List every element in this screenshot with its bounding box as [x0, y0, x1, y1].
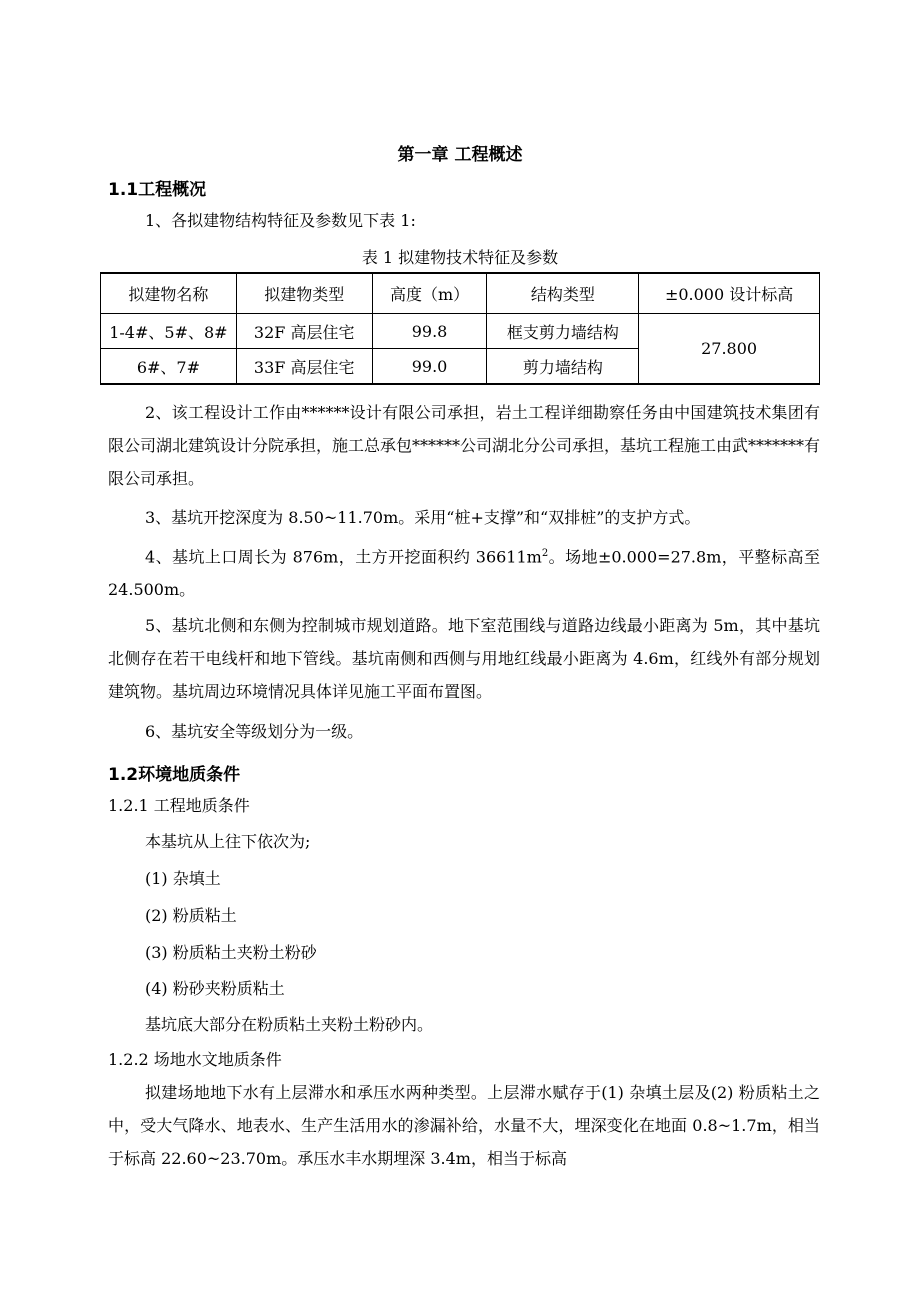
layer-item: (2) 粉质粘土	[145, 906, 237, 925]
item-4-text-a: 4、基坑上口周长为 876m，土方开挖面积约 36611m	[145, 547, 542, 567]
section-heading-1-2: 1.2环境地质条件	[108, 765, 241, 785]
item-4-text-b: 。场地±0.000=27.8m，平整标高至 24.500m。	[108, 547, 820, 600]
header-cell: 高度（m）	[372, 273, 487, 314]
subsection-heading-1-2-2: 1.2.2 场地水文地质条件	[108, 1050, 282, 1069]
section-heading-1-1: 1.1工程概况	[108, 180, 207, 200]
item-4-superscript: 2	[541, 548, 549, 559]
table-cell: 1-4#、5#、8#	[101, 314, 237, 349]
item-5: 5、基坑北侧和东侧为控制城市规划道路。地下室范围线与道路边线最小距离为 5m，其中基坑北侧存在若干电线杆和地下管线。基坑南侧和西侧与用地红线最小距离为 4.6m，红线外有部分规划建筑物。基坑周边环境情况具体详见施工平面布置图。	[108, 616, 820, 701]
header-cell: 结构类型	[487, 273, 639, 314]
hydro-paragraph: 拟建场地地下水有上层滞水和承压水两种类型。上层滞水赋存于(1) 杂填土层及(2) 粉质粘土之中，受大气降水、地表水、生产生活用水的渗漏补给，水量不大，埋深变化在地面 0.8~1.7m，相当于标高 22.60~23.70m。承压水丰水期埋深 3.4m，相当于标高	[108, 1083, 820, 1168]
table-cell: 99.0	[372, 349, 487, 385]
chapter-title: 第一章 工程概述	[397, 145, 523, 165]
layer-item: (4) 粉砂夹粉质粘土	[145, 979, 285, 998]
table-cell: 框支剪力墙结构	[487, 314, 639, 349]
item-1: 1、各拟建物结构特征及参数见下表 1:	[145, 211, 416, 230]
table-cell: 6#、7#	[101, 349, 237, 385]
header-cell: 拟建物名称	[101, 273, 237, 314]
layers-intro: 本基坑从上往下依次为;	[145, 832, 311, 851]
table-header-row	[101, 273, 820, 314]
table-caption: 表 1 拟建物技术特征及参数	[361, 248, 559, 267]
header-cell: 拟建物类型	[236, 273, 372, 314]
layer-item: (1) 杂填土	[145, 869, 221, 888]
table-cell: 33F 高层住宅	[236, 349, 372, 385]
merged-elevation-cell: 27.800	[639, 314, 820, 385]
item-2: 2、该工程设计工作由******设计有限公司承担，岩土工程详细勘察任务由中国建筑技术集团有限公司湖北建筑设计分院承担，施工总承包******公司湖北分公司承担，基坑工程施工由武*******有限公司承担。	[108, 403, 821, 488]
layers-conclusion: 基坑底大部分在粉质粘土夹粉土粉砂内。	[145, 1015, 434, 1034]
table-row	[101, 314, 820, 349]
item-4	[108, 537, 820, 606]
item-6: 6、基坑安全等级划分为一级。	[145, 722, 364, 741]
item-3: 3、基坑开挖深度为 8.50~11.70m。采用“桩+支撑”和“双排桩”的支护方式。	[145, 508, 701, 527]
spec-table	[100, 272, 820, 385]
table-cell: 99.8	[372, 314, 487, 349]
table-cell: 剪力墙结构	[487, 349, 639, 385]
layer-item: (3) 粉质粘土夹粉土粉砂	[145, 943, 317, 962]
header-cell: ±0.000 设计标高	[639, 273, 820, 314]
subsection-heading-1-2-1: 1.2.1 工程地质条件	[108, 796, 250, 815]
table-cell: 32F 高层住宅	[236, 314, 372, 349]
